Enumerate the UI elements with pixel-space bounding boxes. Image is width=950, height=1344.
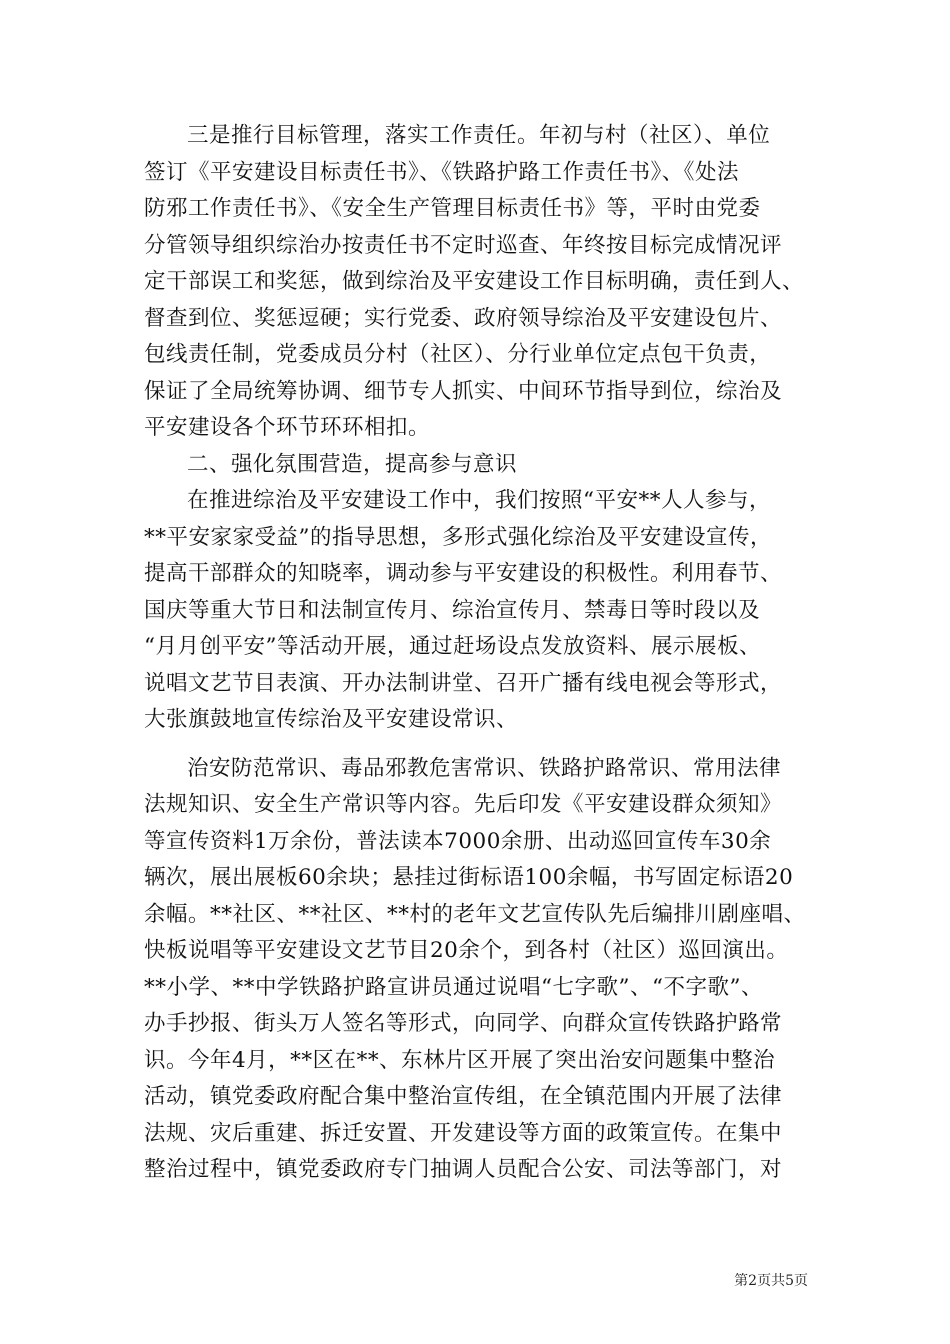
text-line: 法规知识、安全生产常识等内容。先后印发《平安建设群众须知》 — [144, 792, 783, 817]
paragraph-gap — [144, 739, 828, 751]
text-line: 国庆等重大节日和法制宣传月、综治宣传月、禁毒日等时段以及 — [144, 597, 761, 623]
text-line: 治安防范常识、毒品邪教危害常识、铁路护路常识、常用法律 — [187, 755, 782, 781]
text-line: 防邪工作责任书》、《安全生产管理目标责任书》等，平时由党委 — [144, 196, 761, 221]
text-line: **小学、**中学铁路护路宣讲员通过说唱“七字歌”、“不字歌”、 — [144, 974, 763, 1000]
heading-line: 二、强化氛围营造，提高参与意识 — [187, 451, 518, 477]
text-line: 督查到位、奖惩逗硬；实行党委、政府领导综治及平安建设包片、 — [144, 305, 783, 331]
text-line: 等宣传资料1万余份，普法读本7000余册、出动巡回宣传车30余 — [144, 828, 772, 854]
paragraph-target-management — [144, 118, 828, 447]
text-line: 辆次，展出展板60余块；悬挂过街标语100余幅，书写固定标语20 — [144, 865, 794, 890]
text-line: 包线责任制，党委成员分村（社区）、分行业单位定点包干负责， — [144, 342, 772, 367]
text-line: “月月创平安”等活动开展，通过赶场设点发放资料、展示展板、 — [144, 634, 761, 659]
paragraph-publicity — [144, 483, 828, 739]
text-line: **平安家家受益”的指导思想，多形式强化综治及平安建设宣传， — [144, 524, 772, 550]
text-line: 平安建设各个环节环环相扣。 — [144, 415, 431, 440]
text-line: 提高干部群众的知晓率，调动参与平安建设的积极性。利用春节、 — [144, 561, 783, 586]
text-line: 办手抄报、街头万人签名等形式，向同学、向群众宣传铁路护路常 — [144, 1011, 783, 1036]
text-line: 定干部误工和奖惩，做到综治及平安建设工作目标明确，责任到人、 — [144, 269, 805, 294]
section-heading — [144, 447, 828, 484]
text-line: 三是推行目标管理，落实工作责任。年初与村（社区）、单位 — [187, 123, 771, 148]
text-line: 签订《平安建设目标责任书》、《铁路护路工作责任书》、《处法 — [144, 159, 740, 185]
paragraph-knowledge — [144, 751, 828, 1189]
page-number: 第2页共5页 — [734, 1273, 808, 1289]
text-line: 余幅。**社区、**社区、**村的老年文艺宣传队先后编排川剧座唱、 — [144, 901, 806, 927]
text-line: 保证了全局统筹协调、细节专人抓实、中间环节指导到位，综治及 — [144, 378, 783, 404]
text-line: 识。今年4月，**区在**、东林片区开展了突出治安问题集中整治 — [144, 1047, 776, 1073]
text-line: 整治过程中，镇党委政府专门抽调人员配合公安、司法等部门，对 — [144, 1157, 783, 1182]
text-line: 法规、灾后重建、拆迁安置、开发建设等方面的政策宣传。在集中 — [144, 1120, 783, 1146]
text-line: 分管领导组织综治办按责任书不定时巡查、年终按目标完成情况评 — [144, 232, 783, 258]
text-line: 在推进综治及平安建设工作中，我们按照“平安**人人参与， — [187, 488, 771, 513]
document-page — [144, 118, 828, 1189]
text-line: 活动，镇党委政府配合集中整治宣传组，在全镇范围内开展了法律 — [144, 1084, 783, 1109]
text-line: 大张旗鼓地宣传综治及平安建设常识、 — [144, 707, 519, 732]
text-line: 快板说唱等平安建设文艺节目20余个，到各村（社区）巡回演出。 — [144, 938, 789, 963]
text-line: 说唱文艺节目表演、开办法制讲堂、召开广播有线电视会等形式， — [144, 670, 783, 696]
